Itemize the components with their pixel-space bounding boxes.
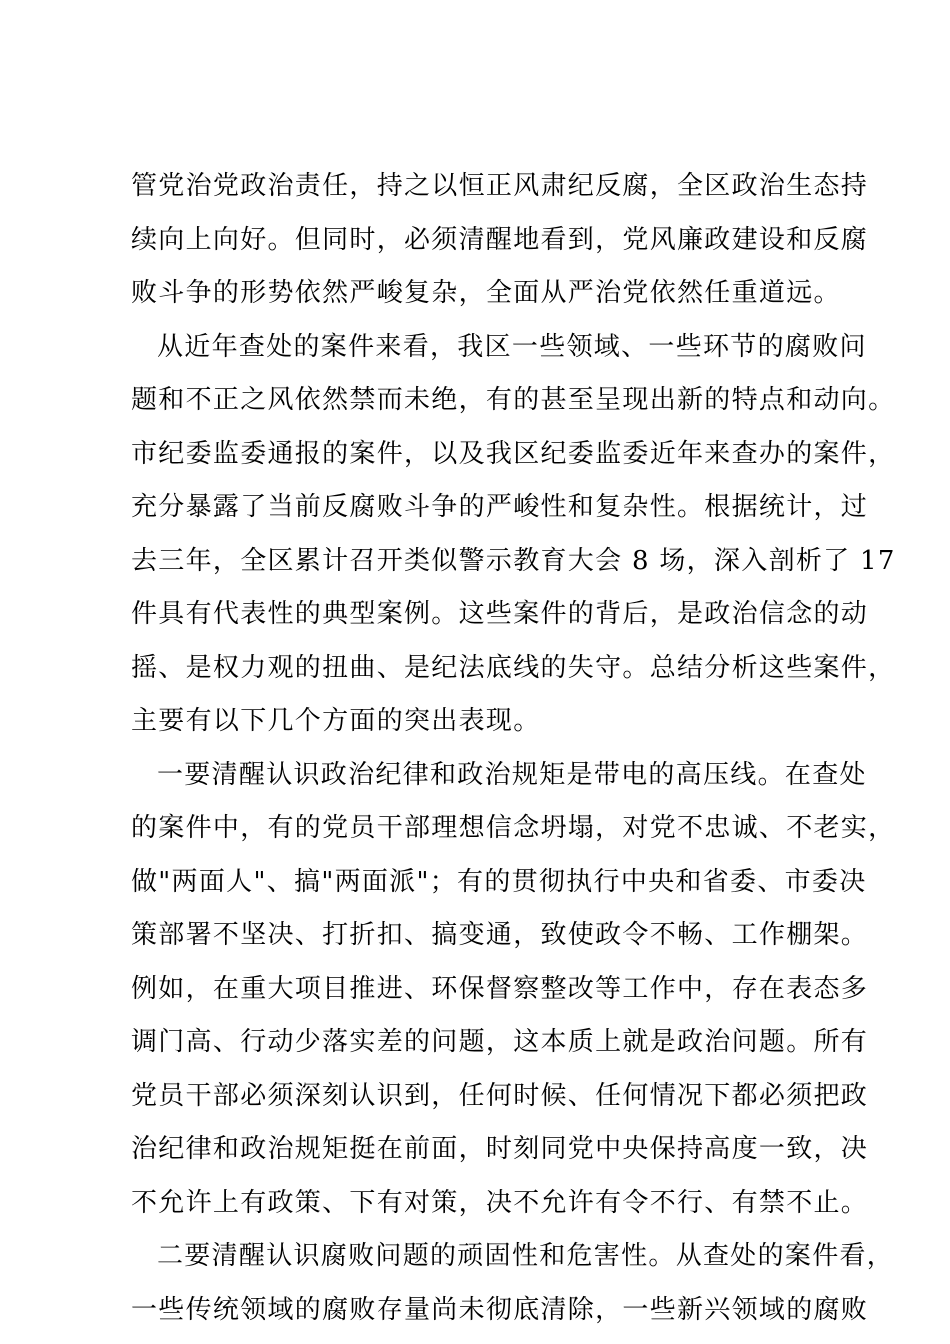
text-line: 治纪律和政治规矩挺在前面，时刻同党中央保持高度一致，决 bbox=[131, 1134, 869, 1164]
text-line: 策部署不坚决、打折扣、搞变通，致使政令不畅、工作棚架。 bbox=[131, 920, 869, 950]
text-line: 题和不正之风依然禁而未绝，有的甚至呈现出新的特点和动向。 bbox=[131, 385, 896, 415]
text-line: 例如，在重大项目推进、环保督察整改等工作中，存在表态多 bbox=[131, 973, 869, 1004]
text-line: 党员干部必须深刻认识到，任何时候、任何情况下都必须把政 bbox=[131, 1080, 869, 1111]
text-line: 一要清醒认识政治纪律和政治规矩是带电的高压线。在查处 bbox=[157, 759, 867, 790]
text-line: 的案件中，有的党员干部理想信念坍塌，对党不忠诚、不老实， bbox=[131, 813, 896, 843]
text-line: 件具有代表性的典型案例。这些案件的背后，是政治信念的动 bbox=[131, 599, 869, 629]
text-line: 一些传统领域的腐败存量尚未彻底清除，一些新兴领域的腐败 bbox=[131, 1294, 869, 1325]
text-line: 调门高、行动少落实差的问题，这本质上就是政治问题。所有 bbox=[131, 1027, 869, 1057]
body-text bbox=[131, 160, 896, 1337]
text-line: 市纪委监委通报的案件，以及我区纪委监委近年来查办的案件， bbox=[131, 438, 896, 469]
text-line: 摇、是权力观的扭曲、是纪法底线的失守。总结分析这些案件， bbox=[131, 652, 896, 683]
text-line: 从近年查处的案件来看，我区一些领域、一些环节的腐败问 bbox=[157, 331, 867, 362]
text-line: 做"两面人"、搞"两面派"；有的贯彻执行中央和省委、市委决 bbox=[131, 866, 867, 897]
text-line: 不允许上有政策、下有对策，决不允许有令不行、有禁不止。 bbox=[131, 1187, 869, 1218]
text-line: 管党治党政治责任，持之以恒正风肃纪反腐，全区政治生态持 bbox=[131, 171, 869, 201]
text-line: 充分暴露了当前反腐败斗争的严峻性和复杂性。根据统计，过 bbox=[131, 492, 869, 522]
text-line: 续向上向好。但同时，必须清醒地看到，党风廉政建设和反腐 bbox=[131, 224, 869, 255]
text-line: 主要有以下几个方面的突出表现。 bbox=[131, 706, 541, 736]
text-line: 二要清醒认识腐败问题的顽固性和危害性。从查处的案件看， bbox=[157, 1241, 895, 1271]
text-line: 败斗争的形势依然严峻复杂，全面从严治党依然任重道远。 bbox=[131, 278, 841, 308]
text-line: 去三年，全区累计召开类似警示教育大会 8 场，深入剖析了 17 bbox=[131, 545, 896, 576]
